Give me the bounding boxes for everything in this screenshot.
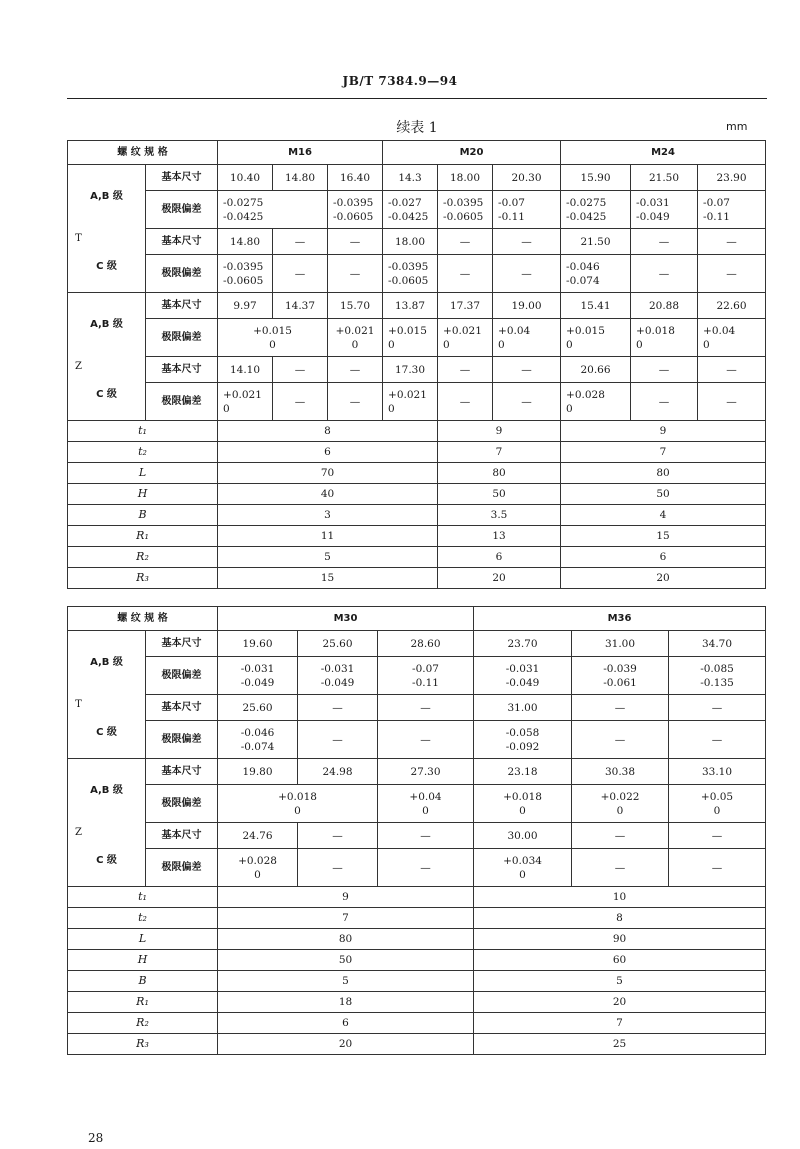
param-value: 9 bbox=[561, 421, 766, 442]
table-cell: 19.00 bbox=[493, 293, 561, 319]
param-value: 5 bbox=[218, 971, 474, 992]
table-cell: 20.88 bbox=[631, 293, 698, 319]
deviation-cell: -0.031 -0.049 bbox=[631, 191, 698, 229]
deviation-cell: +0.04 0 bbox=[493, 319, 561, 357]
dash-cell: — bbox=[631, 229, 698, 255]
dash-cell: — bbox=[438, 383, 493, 421]
table-cell: 24.76 bbox=[218, 823, 298, 849]
dimension-t-label: T bbox=[75, 699, 82, 711]
param-value: 9 bbox=[438, 421, 561, 442]
table-cell: 15.41 bbox=[561, 293, 631, 319]
deviation-cell: +0.04 0 bbox=[378, 785, 474, 823]
deviation-cell: -0.039 -0.061 bbox=[572, 657, 669, 695]
table-cell: 18.00 bbox=[383, 229, 438, 255]
dash-cell: — bbox=[328, 357, 383, 383]
deviation-cell: -0.07 -0.11 bbox=[378, 657, 474, 695]
param-value: 70 bbox=[218, 463, 438, 484]
deviation-cell: -0.031 -0.049 bbox=[298, 657, 378, 695]
param-value: 80 bbox=[438, 463, 561, 484]
thread-spec-label: 螺 纹 规 格 bbox=[68, 141, 218, 165]
dash-cell: — bbox=[572, 849, 669, 887]
param-value: 50 bbox=[438, 484, 561, 505]
param-value: 5 bbox=[474, 971, 766, 992]
dash-cell: — bbox=[572, 721, 669, 759]
dash-cell: — bbox=[298, 721, 378, 759]
deviation-cell: -0.07 -0.11 bbox=[698, 191, 766, 229]
deviation-cell: -0.031 -0.049 bbox=[474, 657, 572, 695]
param-label: B bbox=[68, 505, 218, 526]
table-cell: 33.10 bbox=[669, 759, 766, 785]
deviation-cell: +0.021 0 bbox=[383, 383, 438, 421]
deviation-cell: +0.015 0 bbox=[561, 319, 631, 357]
dash-cell: — bbox=[378, 849, 474, 887]
dash-cell: — bbox=[493, 383, 561, 421]
param-value: 6 bbox=[218, 1013, 474, 1034]
param-value: 20 bbox=[218, 1034, 474, 1055]
param-value: 7 bbox=[474, 1013, 766, 1034]
param-value: 18 bbox=[218, 992, 474, 1013]
limit-deviation-label: 极限偏差 bbox=[146, 657, 218, 695]
table-cell: 30.38 bbox=[572, 759, 669, 785]
grade-ab-label: A,B 级 bbox=[68, 759, 146, 823]
page-number: 28 bbox=[88, 1131, 104, 1145]
param-value: 8 bbox=[474, 908, 766, 929]
param-label: B bbox=[68, 971, 218, 992]
grade-c-label: T C 级 bbox=[68, 229, 146, 293]
document-header: JB/T 7384.9—94 bbox=[342, 74, 458, 88]
dash-cell: — bbox=[298, 823, 378, 849]
basic-size-label: 基本尺寸 bbox=[146, 631, 218, 657]
param-value: 20 bbox=[438, 568, 561, 589]
deviation-cell: -0.027 -0.0425 bbox=[383, 191, 438, 229]
dash-cell: — bbox=[669, 823, 766, 849]
param-label: H bbox=[68, 484, 218, 505]
limit-deviation-label: 极限偏差 bbox=[146, 191, 218, 229]
deviation-cell: +0.028 0 bbox=[561, 383, 631, 421]
dash-cell: — bbox=[438, 255, 493, 293]
table-cell: 20.66 bbox=[561, 357, 631, 383]
dash-cell: — bbox=[273, 255, 328, 293]
table-cell: 22.60 bbox=[698, 293, 766, 319]
param-value: 10 bbox=[474, 887, 766, 908]
basic-size-label: 基本尺寸 bbox=[146, 823, 218, 849]
grade-c-label: Z C 级 bbox=[68, 823, 146, 887]
table-cell: 15.70 bbox=[328, 293, 383, 319]
param-label: L bbox=[68, 463, 218, 484]
table-cell: 23.18 bbox=[474, 759, 572, 785]
spec-header: M20 bbox=[383, 141, 561, 165]
deviation-cell: +0.021 0 bbox=[218, 383, 273, 421]
grade-ab-label: A,B 级 bbox=[68, 631, 146, 695]
dash-cell: — bbox=[493, 229, 561, 255]
table-cell: 34.70 bbox=[669, 631, 766, 657]
limit-deviation-label: 极限偏差 bbox=[146, 785, 218, 823]
param-label: t₂ bbox=[68, 442, 218, 463]
table-cell: 24.98 bbox=[298, 759, 378, 785]
dimension-t-label: T bbox=[75, 233, 82, 245]
limit-deviation-label: 极限偏差 bbox=[146, 319, 218, 357]
table-cell: 13.87 bbox=[383, 293, 438, 319]
deviation-cell: +0.021 0 bbox=[438, 319, 493, 357]
table-cell: 14.80 bbox=[273, 165, 328, 191]
deviation-cell: +0.05 0 bbox=[669, 785, 766, 823]
basic-size-label: 基本尺寸 bbox=[146, 229, 218, 255]
param-label: R₃ bbox=[68, 1034, 218, 1055]
basic-size-label: 基本尺寸 bbox=[146, 165, 218, 191]
dash-cell: — bbox=[572, 823, 669, 849]
deviation-cell: -0.0395 -0.0605 bbox=[383, 255, 438, 293]
dash-cell: — bbox=[273, 229, 328, 255]
thread-spec-label: 螺 纹 规 格 bbox=[68, 607, 218, 631]
deviation-cell: -0.085 -0.135 bbox=[669, 657, 766, 695]
deviation-cell: -0.031 -0.049 bbox=[218, 657, 298, 695]
dash-cell: — bbox=[631, 255, 698, 293]
param-value: 7 bbox=[218, 908, 474, 929]
param-value: 7 bbox=[438, 442, 561, 463]
param-value: 50 bbox=[561, 484, 766, 505]
table-cell: 14.37 bbox=[273, 293, 328, 319]
param-label: t₂ bbox=[68, 908, 218, 929]
param-label: t₁ bbox=[68, 421, 218, 442]
table-cell: 23.90 bbox=[698, 165, 766, 191]
deviation-cell: -0.0275 -0.0425 bbox=[218, 191, 328, 229]
deviation-cell: +0.022 0 bbox=[572, 785, 669, 823]
deviation-cell: +0.034 0 bbox=[474, 849, 572, 887]
table-cell: 23.70 bbox=[474, 631, 572, 657]
table-cell: 31.00 bbox=[572, 631, 669, 657]
param-value: 6 bbox=[438, 547, 561, 568]
param-value: 25 bbox=[474, 1034, 766, 1055]
table-cell: 18.00 bbox=[438, 165, 493, 191]
param-value: 4 bbox=[561, 505, 766, 526]
dimension-z-label: Z bbox=[75, 827, 82, 839]
table-cell: 25.60 bbox=[218, 695, 298, 721]
table-cell: 25.60 bbox=[298, 631, 378, 657]
table-cell: 15.90 bbox=[561, 165, 631, 191]
spec-header: M30 bbox=[218, 607, 474, 631]
param-label: R₁ bbox=[68, 526, 218, 547]
deviation-cell: -0.046 -0.074 bbox=[561, 255, 631, 293]
param-value: 3 bbox=[218, 505, 438, 526]
table-title: 续表 1 bbox=[396, 120, 438, 136]
spec-header: M16 bbox=[218, 141, 383, 165]
dash-cell: — bbox=[328, 383, 383, 421]
deviation-cell: -0.0395 -0.0605 bbox=[328, 191, 383, 229]
grade-ab-label: A,B 级 bbox=[68, 293, 146, 357]
table-cell: 19.60 bbox=[218, 631, 298, 657]
param-value: 15 bbox=[218, 568, 438, 589]
grade-c-label: Z C 级 bbox=[68, 357, 146, 421]
table-cell: 27.30 bbox=[378, 759, 474, 785]
dash-cell: — bbox=[631, 383, 698, 421]
table-cell: 17.37 bbox=[438, 293, 493, 319]
table-cell: 21.50 bbox=[631, 165, 698, 191]
deviation-cell: +0.018 0 bbox=[218, 785, 378, 823]
deviation-cell: +0.018 0 bbox=[631, 319, 698, 357]
deviation-cell: -0.07 -0.11 bbox=[493, 191, 561, 229]
table-cell: 17.30 bbox=[383, 357, 438, 383]
table-cell: 14.80 bbox=[218, 229, 273, 255]
deviation-cell: +0.04 0 bbox=[698, 319, 766, 357]
grade-c-label: T C 级 bbox=[68, 695, 146, 759]
deviation-cell: +0.015 0 bbox=[218, 319, 328, 357]
param-value: 15 bbox=[561, 526, 766, 547]
deviation-cell: +0.021 0 bbox=[328, 319, 383, 357]
table-cell: 10.40 bbox=[218, 165, 273, 191]
deviation-cell: -0.0275 -0.0425 bbox=[561, 191, 631, 229]
param-value: 13 bbox=[438, 526, 561, 547]
param-label: R₂ bbox=[68, 547, 218, 568]
table-cell: 20.30 bbox=[493, 165, 561, 191]
param-label: t₁ bbox=[68, 887, 218, 908]
basic-size-label: 基本尺寸 bbox=[146, 357, 218, 383]
param-value: 11 bbox=[218, 526, 438, 547]
header-rule bbox=[67, 98, 767, 99]
table-cell: 9.97 bbox=[218, 293, 273, 319]
dash-cell: — bbox=[669, 849, 766, 887]
dimension-table-m30-m36 bbox=[67, 606, 766, 1055]
basic-size-label: 基本尺寸 bbox=[146, 695, 218, 721]
dash-cell: — bbox=[698, 383, 766, 421]
limit-deviation-label: 极限偏差 bbox=[146, 721, 218, 759]
param-value: 20 bbox=[474, 992, 766, 1013]
dash-cell: — bbox=[438, 229, 493, 255]
param-value: 5 bbox=[218, 547, 438, 568]
dash-cell: — bbox=[493, 357, 561, 383]
deviation-cell: +0.015 0 bbox=[383, 319, 438, 357]
spec-header: M24 bbox=[561, 141, 766, 165]
dash-cell: — bbox=[328, 255, 383, 293]
param-label: R₃ bbox=[68, 568, 218, 589]
param-label: L bbox=[68, 929, 218, 950]
param-value: 60 bbox=[474, 950, 766, 971]
dimension-table-m16-m24 bbox=[67, 140, 766, 589]
dash-cell: — bbox=[273, 357, 328, 383]
deviation-cell: -0.046 -0.074 bbox=[218, 721, 298, 759]
param-value: 80 bbox=[218, 929, 474, 950]
param-value: 3.5 bbox=[438, 505, 561, 526]
basic-size-label: 基本尺寸 bbox=[146, 293, 218, 319]
dash-cell: — bbox=[328, 229, 383, 255]
dash-cell: — bbox=[378, 823, 474, 849]
dash-cell: — bbox=[493, 255, 561, 293]
param-value: 6 bbox=[561, 547, 766, 568]
dash-cell: — bbox=[378, 721, 474, 759]
dash-cell: — bbox=[298, 849, 378, 887]
param-label: R₂ bbox=[68, 1013, 218, 1034]
deviation-cell: -0.0395 -0.0605 bbox=[438, 191, 493, 229]
dash-cell: — bbox=[298, 695, 378, 721]
table-cell: 19.80 bbox=[218, 759, 298, 785]
table-cell: 16.40 bbox=[328, 165, 383, 191]
table-cell: 21.50 bbox=[561, 229, 631, 255]
param-label: R₁ bbox=[68, 992, 218, 1013]
param-value: 7 bbox=[561, 442, 766, 463]
table-cell: 30.00 bbox=[474, 823, 572, 849]
spec-header: M36 bbox=[474, 607, 766, 631]
dash-cell: — bbox=[572, 695, 669, 721]
param-value: 40 bbox=[218, 484, 438, 505]
unit-label: mm bbox=[726, 120, 748, 133]
dimension-z-label: Z bbox=[75, 361, 82, 373]
dash-cell: — bbox=[378, 695, 474, 721]
dash-cell: — bbox=[438, 357, 493, 383]
grade-ab-label: A,B 级 bbox=[68, 165, 146, 229]
param-value: 90 bbox=[474, 929, 766, 950]
dash-cell: — bbox=[669, 695, 766, 721]
table-cell: 14.3 bbox=[383, 165, 438, 191]
deviation-cell: +0.028 0 bbox=[218, 849, 298, 887]
dash-cell: — bbox=[698, 357, 766, 383]
table-cell: 14.10 bbox=[218, 357, 273, 383]
dash-cell: — bbox=[273, 383, 328, 421]
basic-size-label: 基本尺寸 bbox=[146, 759, 218, 785]
param-value: 9 bbox=[218, 887, 474, 908]
limit-deviation-label: 极限偏差 bbox=[146, 255, 218, 293]
param-label: H bbox=[68, 950, 218, 971]
deviation-cell: -0.0395 -0.0605 bbox=[218, 255, 273, 293]
dash-cell: — bbox=[669, 721, 766, 759]
table-cell: 31.00 bbox=[474, 695, 572, 721]
dash-cell: — bbox=[698, 229, 766, 255]
param-value: 6 bbox=[218, 442, 438, 463]
param-value: 50 bbox=[218, 950, 474, 971]
param-value: 8 bbox=[218, 421, 438, 442]
limit-deviation-label: 极限偏差 bbox=[146, 849, 218, 887]
param-value: 20 bbox=[561, 568, 766, 589]
deviation-cell: +0.018 0 bbox=[474, 785, 572, 823]
limit-deviation-label: 极限偏差 bbox=[146, 383, 218, 421]
dash-cell: — bbox=[631, 357, 698, 383]
param-value: 80 bbox=[561, 463, 766, 484]
dash-cell: — bbox=[698, 255, 766, 293]
deviation-cell: -0.058 -0.092 bbox=[474, 721, 572, 759]
table-cell: 28.60 bbox=[378, 631, 474, 657]
